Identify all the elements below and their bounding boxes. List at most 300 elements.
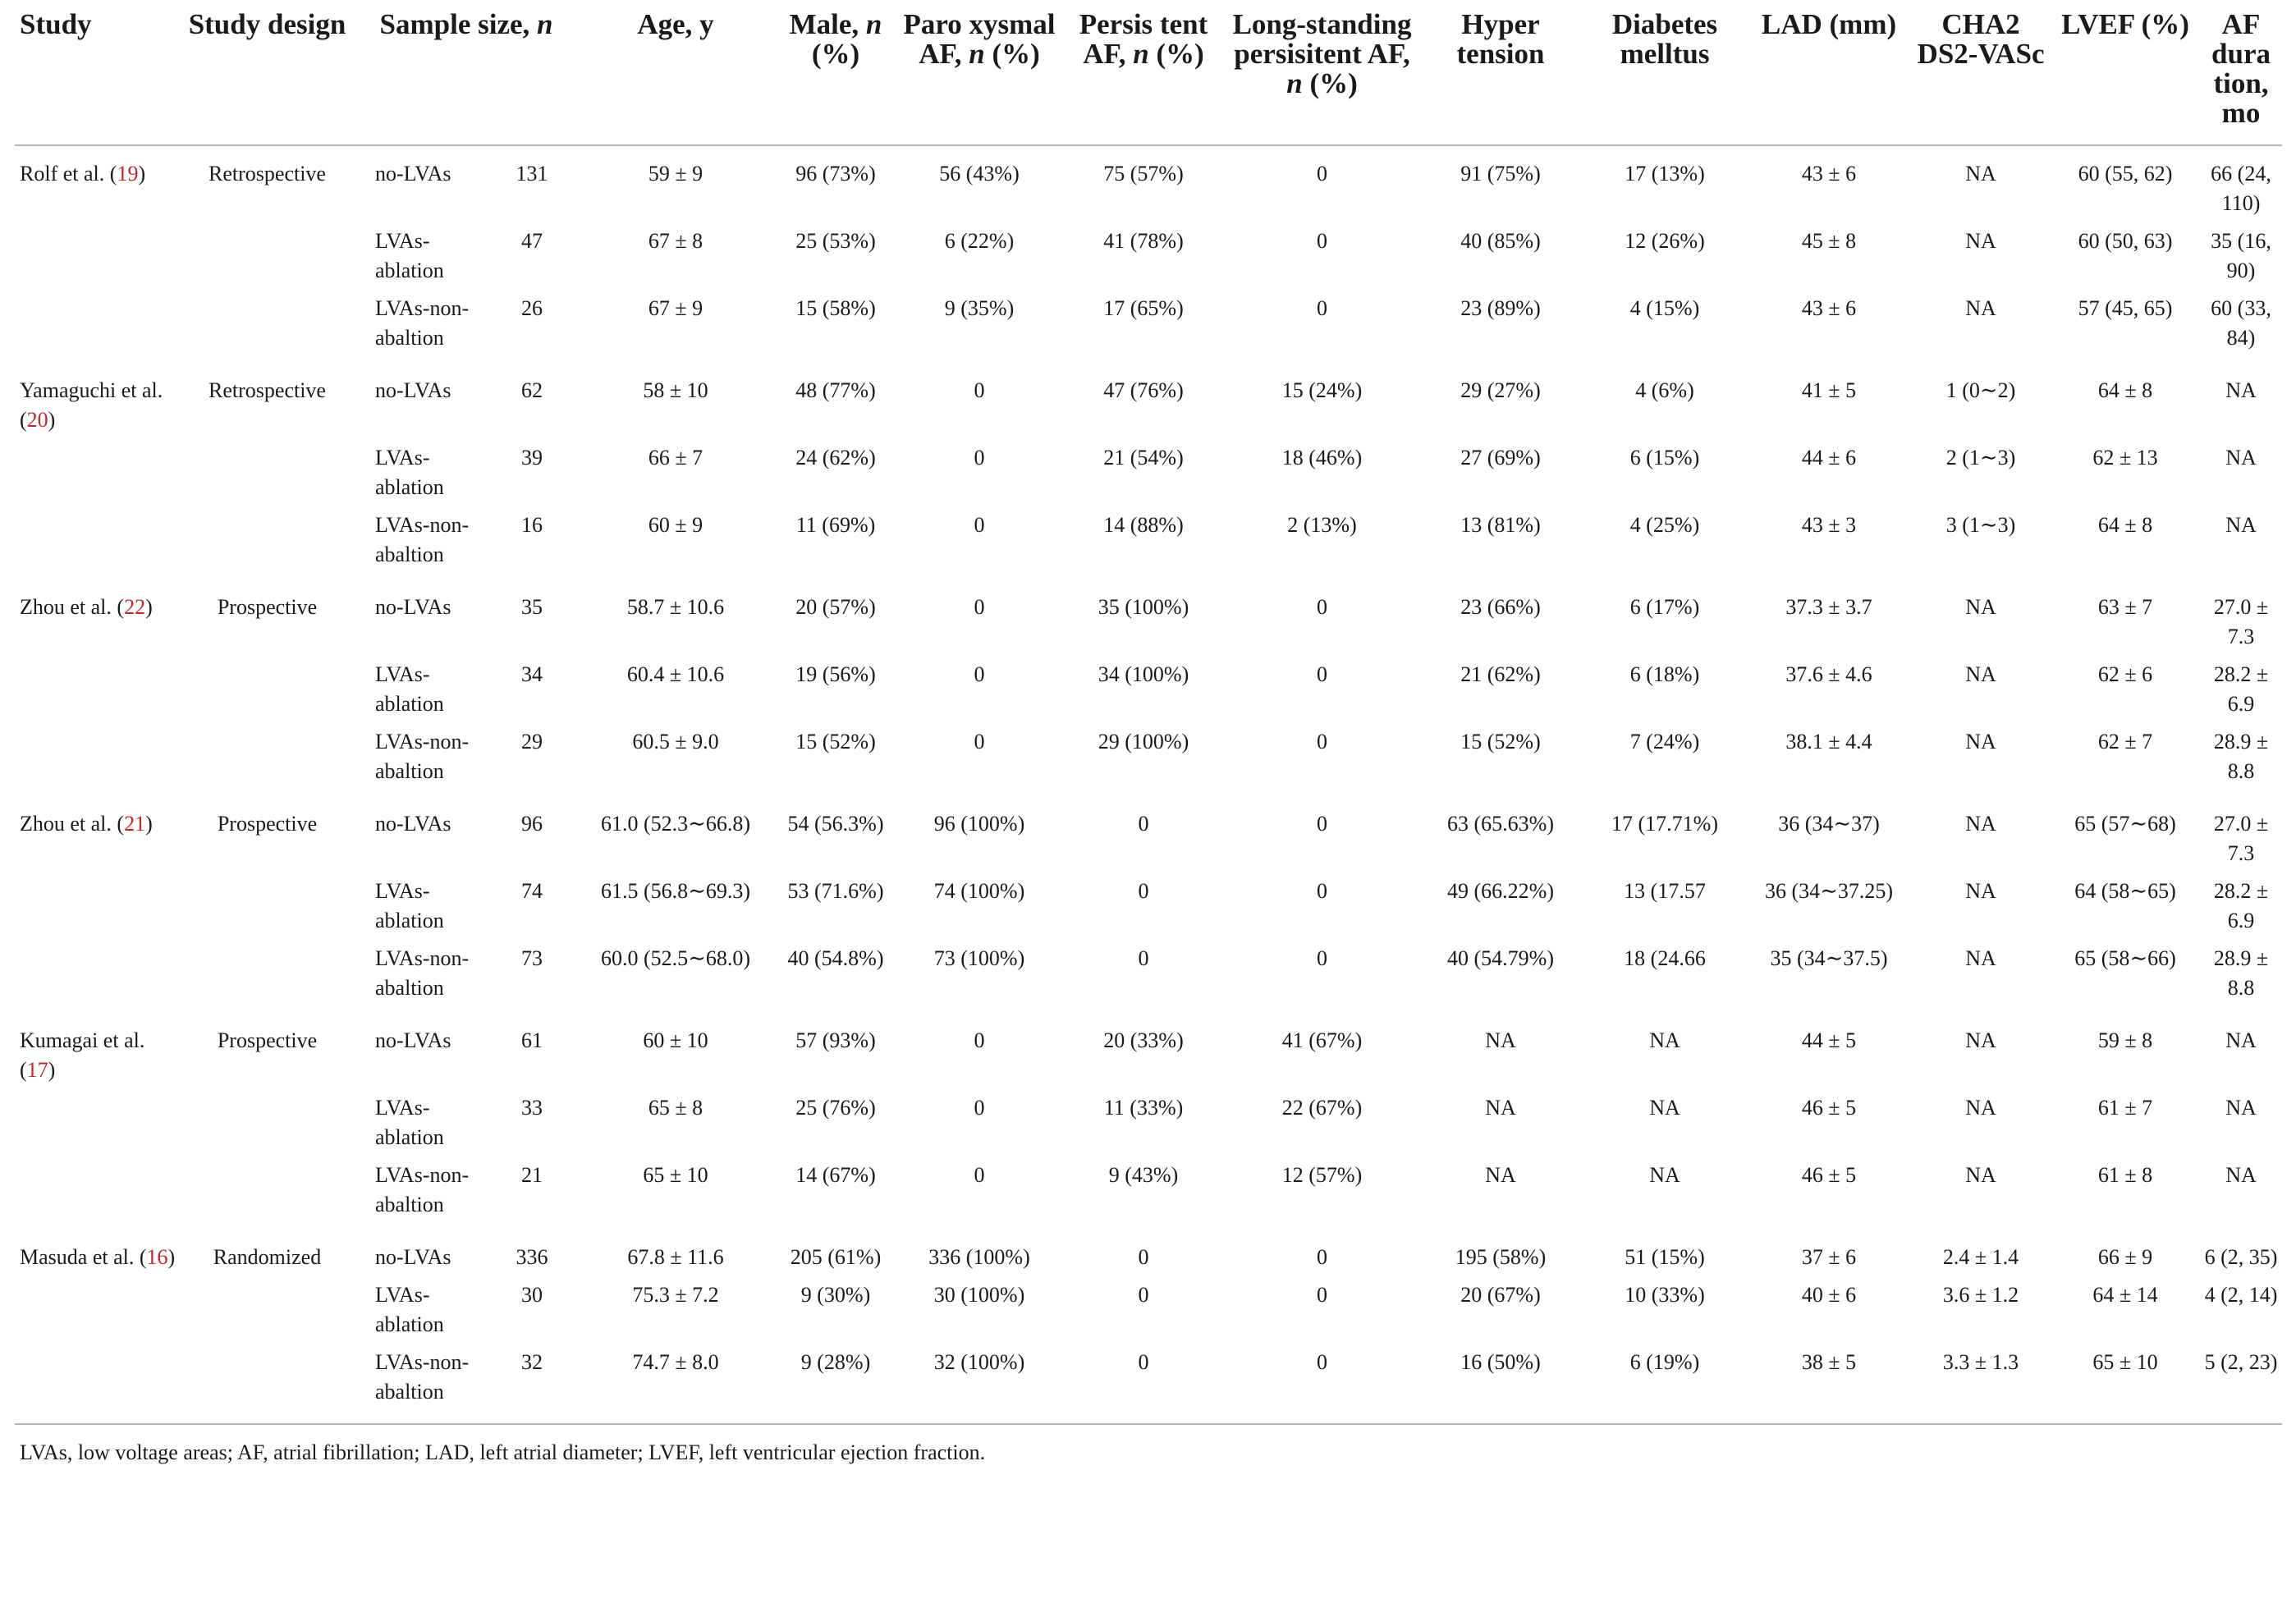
persist-cell: 29 (100%) [1098,730,1189,753]
header-cha [1911,3,2051,145]
n-cell: 16 [521,513,543,537]
header-persist-italic: n [1133,38,1149,70]
lvef-cell: 62 ± 6 [2097,662,2153,686]
dm-cell: 6 (17%) [1629,595,1700,619]
header-longst-suffix: (%) [1302,67,1358,99]
age-cell: 60.5 ± 9.0 [632,730,719,753]
study-design-cell [179,286,355,363]
n-cell: 62 [521,378,543,402]
header-parox-suffix: (%) [984,38,1040,70]
header-age-text: Age, y [637,8,714,40]
group-cell: LVAs-ablation [375,229,444,282]
dm-cell: 4 (15%) [1629,296,1700,320]
study-cell [15,286,179,363]
afdur-cell: 28.9 ± 8.8 [2213,946,2269,1000]
study-design-cell: Retrospective [209,162,326,185]
parox-cell: 32 (100%) [933,1350,1025,1374]
study-design-cell: Retrospective [209,378,326,402]
htn-cell: NA [1485,1163,1516,1187]
header-cha-text: CHA2 DS2-VASc [1917,8,2045,70]
lad-cell: 41 ± 5 [1801,378,1857,402]
parox-cell: 0 [974,662,985,686]
study-cell [15,719,179,796]
lvef-cell: 57 (45, 65) [2078,296,2173,320]
study-design-cell [179,1152,355,1230]
male-cell: 205 (61%) [790,1245,882,1269]
dm-cell: 10 (33%) [1625,1283,1705,1307]
study-design-cell [179,936,355,1013]
persist-cell: 0 [1138,946,1149,970]
study-cell: Rolf et al. (19) [20,162,146,185]
group-cell: LVAs-ablation [375,446,444,499]
lad-cell: 43 ± 3 [1801,513,1857,537]
group-cell: LVAs-non-abaltion [375,1350,470,1404]
header-sample-italic: n [537,8,553,40]
n-cell: 131 [516,162,548,185]
parox-cell: 6 (22%) [944,229,1015,253]
header-persist-suffix: (%) [1148,38,1204,70]
persist-cell: 0 [1138,812,1149,836]
reference-link[interactable]: 22 [124,595,146,619]
dm-cell: 4 (25%) [1629,513,1700,537]
table-row [15,363,2282,435]
study-design-cell [179,868,355,936]
study-name: Zhou et al. [20,595,112,619]
header-lvef [2051,3,2200,145]
lvef-cell: 65 (57∼68) [2074,812,2176,836]
n-cell: 35 [521,595,543,619]
dm-cell: 18 (24.66 [1624,946,1706,970]
table-footnote: LVAs, low voltage areas; AF, atrial fibrillation; LAD, left atrial diameter; LVEF, left ventricular ejection fraction. [15,1423,2282,1466]
group-cell: no-LVAs [375,162,451,185]
age-cell: 65 ± 8 [648,1096,703,1120]
study-design-cell: Randomized [213,1245,322,1269]
reference-link[interactable]: 16 [146,1245,168,1269]
male-cell: 19 (56%) [795,662,876,686]
n-cell: 30 [521,1283,543,1307]
lvef-cell: 64 ± 8 [2097,378,2153,402]
afdur-cell: NA [2225,513,2257,537]
htn-cell: NA [1485,1028,1516,1052]
age-cell: 67 ± 9 [648,296,703,320]
study-cell [15,652,179,719]
study-name: Yamaguchi et al. [20,378,163,402]
longst-cell: 41 (67%) [1281,1028,1363,1052]
lad-cell: 36 (34∼37) [1778,812,1880,836]
age-cell: 60 ± 9 [648,513,703,537]
longst-cell: 0 [1317,595,1328,619]
dm-cell: 17 (13%) [1625,162,1705,185]
age-cell: 60.0 (52.5∼68.0) [600,946,751,970]
lad-cell: 38.1 ± 4.4 [1785,730,1872,753]
study-design-cell: Prospective [217,595,318,619]
study-design-cell [179,218,355,286]
header-study [15,3,179,145]
htn-cell: 49 (66.22%) [1447,879,1554,903]
persist-cell: 11 (33%) [1103,1096,1184,1120]
group-cell: LVAs-ablation [375,662,444,716]
persist-cell: 0 [1138,1350,1149,1374]
lad-cell: 45 ± 8 [1801,229,1857,253]
study-cell [15,1152,179,1230]
htn-cell: 23 (66%) [1460,595,1541,619]
male-cell: 53 (71.6%) [787,879,884,903]
n-cell: 32 [521,1350,543,1374]
study-design-cell: Prospective [217,1028,318,1052]
htn-cell: 91 (75%) [1460,162,1541,185]
table-row [15,652,2282,719]
lad-cell: 38 ± 5 [1801,1350,1857,1374]
n-cell: 96 [521,812,543,836]
persist-cell: 41 (78%) [1103,229,1184,253]
longst-cell: 0 [1317,730,1328,753]
study-name: Zhou et al. [20,812,112,836]
age-cell: 60.4 ± 10.6 [626,662,725,686]
age-cell: 67.8 ± 11.6 [627,1245,724,1269]
parox-cell: 0 [974,730,985,753]
male-cell: 9 (30%) [800,1283,871,1307]
study-cell [15,1085,179,1152]
group-cell: LVAs-non-abaltion [375,513,470,566]
afdur-cell: 4 (2, 14) [2204,1283,2278,1307]
afdur-cell: 28.9 ± 8.8 [2213,730,2269,783]
lvef-cell: 62 ± 7 [2097,730,2153,753]
study-cell [15,868,179,936]
htn-cell: 16 (50%) [1460,1350,1541,1374]
table-row [15,1340,2282,1418]
header-parox-italic: n [969,38,985,70]
table-row [15,286,2282,363]
age-cell: 59 ± 9 [648,162,703,185]
age-cell: 66 ± 7 [648,446,703,469]
afdur-cell: 35 (16, 90) [2211,229,2271,282]
cha-cell: 3.6 ± 1.2 [1942,1283,2019,1307]
group-cell: no-LVAs [375,595,451,619]
persist-cell: 47 (76%) [1103,378,1184,402]
age-cell: 60 ± 10 [643,1028,708,1052]
header-afdur [2200,3,2282,145]
table-row [15,1272,2282,1340]
afdur-cell: NA [2225,378,2257,402]
cha-cell: NA [1965,946,1996,970]
group-cell: no-LVAs [375,812,451,836]
dm-cell: 6 (15%) [1629,446,1700,469]
cha-cell: 2 (1∼3) [1945,446,2016,469]
dm-cell: NA [1649,1028,1680,1052]
reference-link[interactable]: 21 [124,812,146,836]
dm-cell: 17 (17.71%) [1611,812,1718,836]
cha-cell: NA [1965,1096,1996,1120]
study-design-cell [179,435,355,502]
group-cell: LVAs-non-abaltion [375,296,470,350]
n-cell: 61 [521,1028,543,1052]
dm-cell: 7 (24%) [1629,730,1700,753]
htn-cell: 27 (69%) [1460,446,1541,469]
header-design [179,3,355,145]
study-design-cell [179,502,355,579]
lvef-cell: 60 (55, 62) [2078,162,2173,185]
persist-cell: 20 (33%) [1103,1028,1184,1052]
n-cell: 21 [521,1163,543,1187]
htn-cell: 13 (81%) [1460,513,1541,537]
afdur-cell: 28.2 ± 6.9 [2213,879,2269,932]
parox-cell: 73 (100%) [933,946,1025,970]
group-cell: no-LVAs [375,378,451,402]
group-cell: LVAs-non-abaltion [375,946,470,1000]
study-cell [15,1272,179,1340]
htn-cell: 195 (58%) [1455,1245,1547,1269]
male-cell: 11 (69%) [795,513,876,537]
afdur-cell: 6 (2, 35) [2204,1245,2278,1269]
cha-cell: NA [1965,296,1996,320]
dm-cell: 6 (18%) [1629,662,1700,686]
parox-cell: 0 [974,513,985,537]
header-htn [1418,3,1583,145]
cha-cell: NA [1965,229,1996,253]
parox-cell: 56 (43%) [939,162,1020,185]
parox-cell: 96 (100%) [933,812,1025,836]
table-container [15,3,2282,1466]
male-cell: 20 (57%) [795,595,876,619]
male-cell: 15 (52%) [795,730,876,753]
table-row [15,218,2282,286]
header-longst [1226,3,1418,145]
n-cell: 336 [516,1245,548,1269]
lvef-cell: 59 ± 8 [2097,1028,2153,1052]
parox-cell: 0 [974,595,985,619]
longst-cell: 0 [1317,296,1328,320]
parox-cell: 0 [974,1028,985,1052]
group-cell: LVAs-ablation [375,1283,444,1336]
header-design-text: Study design [188,8,346,40]
cha-cell: 2.4 ± 1.4 [1942,1245,2019,1269]
table-row [15,796,2282,868]
lvef-cell: 65 ± 10 [2092,1350,2158,1374]
longst-cell: 0 [1317,1283,1328,1307]
lvef-cell: 63 ± 7 [2097,595,2153,619]
header-male-text: Male, [789,8,866,40]
study-cell [15,435,179,502]
lvef-cell: 64 ± 8 [2097,513,2153,537]
lad-cell: 37 ± 6 [1801,1245,1857,1269]
male-cell: 25 (76%) [795,1096,876,1120]
table-body [15,145,2282,1418]
header-sample-text: Sample size, [379,8,538,40]
study-cell [15,1340,179,1418]
lad-cell: 37.3 ± 3.7 [1785,595,1872,619]
n-cell: 47 [521,229,543,253]
n-cell: 33 [521,1096,543,1120]
characteristics-table [15,3,2282,1418]
lvef-cell: 60 (50, 63) [2078,229,2173,253]
male-cell: 40 (54.8%) [787,946,884,970]
age-cell: 74.7 ± 8.0 [632,1350,719,1374]
lvef-cell: 64 (58∼65) [2074,879,2176,903]
study-design-cell [179,719,355,796]
age-cell: 67 ± 8 [648,229,703,253]
lad-cell: 43 ± 6 [1801,296,1857,320]
longst-cell: 2 (13%) [1287,513,1357,537]
htn-cell: 20 (67%) [1460,1283,1541,1307]
afdur-cell: 28.2 ± 6.9 [2213,662,2269,716]
header-longst-text: Long-standing persisitent AF, [1232,8,1412,70]
htn-cell: NA [1485,1096,1516,1120]
longst-cell: 0 [1317,662,1328,686]
dm-cell: 13 (17.57 [1624,879,1706,903]
persist-cell: 9 (43%) [1108,1163,1179,1187]
afdur-cell: 5 (2, 23) [2204,1350,2278,1374]
n-cell: 74 [521,879,543,903]
lad-cell: 37.6 ± 4.6 [1785,662,1872,686]
parox-cell: 336 (100%) [928,1245,1030,1269]
reference-link[interactable]: 19 [117,162,139,185]
parox-cell: 0 [974,446,985,469]
dm-cell: NA [1649,1163,1680,1187]
cha-cell: NA [1965,1028,1996,1052]
persist-cell: 14 (88%) [1103,513,1184,537]
header-age [577,3,774,145]
header-sample [355,3,577,145]
table-row [15,936,2282,1013]
study-design-cell [179,1340,355,1418]
parox-cell: 0 [974,1096,985,1120]
longst-cell: 0 [1317,1350,1328,1374]
parox-cell: 0 [974,378,985,402]
table-row [15,1230,2282,1272]
reference-link[interactable]: 17 [26,1058,48,1082]
cha-cell: 3 (1∼3) [1945,513,2016,537]
afdur-cell: NA [2225,446,2257,469]
male-cell: 96 (73%) [795,162,876,185]
study-cell: Masuda et al. (16) [20,1245,176,1269]
header-persist-text: Persis tent AF, [1079,8,1208,70]
male-cell: 15 (58%) [795,296,876,320]
cha-cell: NA [1965,595,1996,619]
study-cell: Yamaguchi et al. (20) [20,378,163,432]
male-cell: 57 (93%) [795,1028,876,1052]
table-row [15,145,2282,218]
lad-cell: 35 (34∼37.5) [1770,946,1888,970]
lad-cell: 44 ± 6 [1801,446,1857,469]
study-cell [15,218,179,286]
lvef-cell: 65 (58∼66) [2074,946,2176,970]
cha-cell: NA [1965,812,1996,836]
age-cell: 61.5 (56.8∼69.3) [600,879,751,903]
lad-cell: 36 (34∼37.25) [1764,879,1894,903]
n-cell: 39 [521,446,543,469]
header-lad [1747,3,1911,145]
age-cell: 58.7 ± 10.6 [626,595,725,619]
header-male-italic: n [865,8,882,40]
longst-cell: 22 (67%) [1281,1096,1363,1120]
study-design-cell [179,1272,355,1340]
lvef-cell: 62 ± 13 [2092,446,2158,469]
persist-cell: 17 (65%) [1103,296,1184,320]
group-cell: LVAs-non-abaltion [375,730,470,783]
longst-cell: 15 (24%) [1281,378,1363,402]
lvef-cell: 64 ± 14 [2092,1283,2158,1307]
lvef-cell: 66 ± 9 [2097,1245,2153,1269]
age-cell: 61.0 (52.3∼66.8) [600,812,751,836]
header-parox [897,3,1061,145]
header-longst-italic: n [1286,67,1303,99]
age-cell: 75.3 ± 7.2 [632,1283,719,1307]
htn-cell: 23 (89%) [1460,296,1541,320]
lvef-cell: 61 ± 7 [2097,1096,2153,1120]
male-cell: 54 (56.3%) [787,812,884,836]
group-cell: LVAs-ablation [375,1096,444,1149]
longst-cell: 12 (57%) [1281,1163,1363,1187]
cha-cell: NA [1965,730,1996,753]
header-row [15,3,2282,145]
header-study-text: Study [20,8,92,40]
parox-cell: 9 (35%) [944,296,1015,320]
header-persist [1061,3,1226,145]
dm-cell: NA [1649,1096,1680,1120]
htn-cell: 21 (62%) [1460,662,1541,686]
cha-cell: 1 (0∼2) [1945,378,2016,402]
persist-cell: 0 [1138,1283,1149,1307]
afdur-cell: 66 (24, 110) [2211,162,2271,215]
longst-cell: 18 (46%) [1281,446,1363,469]
table-row [15,435,2282,502]
n-cell: 73 [521,946,543,970]
cha-cell: NA [1965,1163,1996,1187]
longst-cell: 0 [1317,879,1328,903]
table-row [15,1013,2282,1085]
study-cell: Kumagai et al. (17) [20,1028,145,1082]
lad-cell: 44 ± 5 [1801,1028,1857,1052]
table-row [15,719,2282,796]
persist-cell: 75 (57%) [1103,162,1184,185]
cha-cell: NA [1965,879,1996,903]
htn-cell: 40 (85%) [1460,229,1541,253]
dm-cell: 4 (6%) [1635,378,1694,402]
study-design-cell [179,1085,355,1152]
header-lad-text: LAD (mm) [1761,8,1897,40]
cha-cell: NA [1965,662,1996,686]
cha-cell: 3.3 ± 1.3 [1942,1350,2019,1374]
table-row [15,1085,2282,1152]
reference-link[interactable]: 20 [26,408,48,432]
dm-cell: 12 (26%) [1625,229,1705,253]
header-lvef-text: LVEF (%) [2061,8,2189,40]
n-cell: 34 [521,662,543,686]
header-male-suffix: (%) [811,38,860,70]
htn-cell: 40 (54.79%) [1447,946,1554,970]
table-row [15,1152,2282,1230]
lad-cell: 46 ± 5 [1801,1163,1857,1187]
cha-cell: NA [1965,162,1996,185]
persist-cell: 0 [1138,1245,1149,1269]
longst-cell: 0 [1317,1245,1328,1269]
htn-cell: 63 (65.63%) [1447,812,1554,836]
study-cell [15,502,179,579]
htn-cell: 29 (27%) [1460,378,1541,402]
study-name: Masuda et al. [20,1245,135,1269]
lad-cell: 46 ± 5 [1801,1096,1857,1120]
n-cell: 26 [521,296,543,320]
header-parox-text: Paro xysmal AF, [903,8,1056,70]
header-htn-text: Hyper tension [1456,8,1545,70]
study-cell: Zhou et al. (21) [20,812,153,836]
male-cell: 48 (77%) [795,378,876,402]
group-cell: no-LVAs [375,1028,451,1052]
male-cell: 14 (67%) [795,1163,876,1187]
dm-cell: 51 (15%) [1625,1245,1705,1269]
lad-cell: 43 ± 6 [1801,162,1857,185]
afdur-cell: NA [2225,1096,2257,1120]
